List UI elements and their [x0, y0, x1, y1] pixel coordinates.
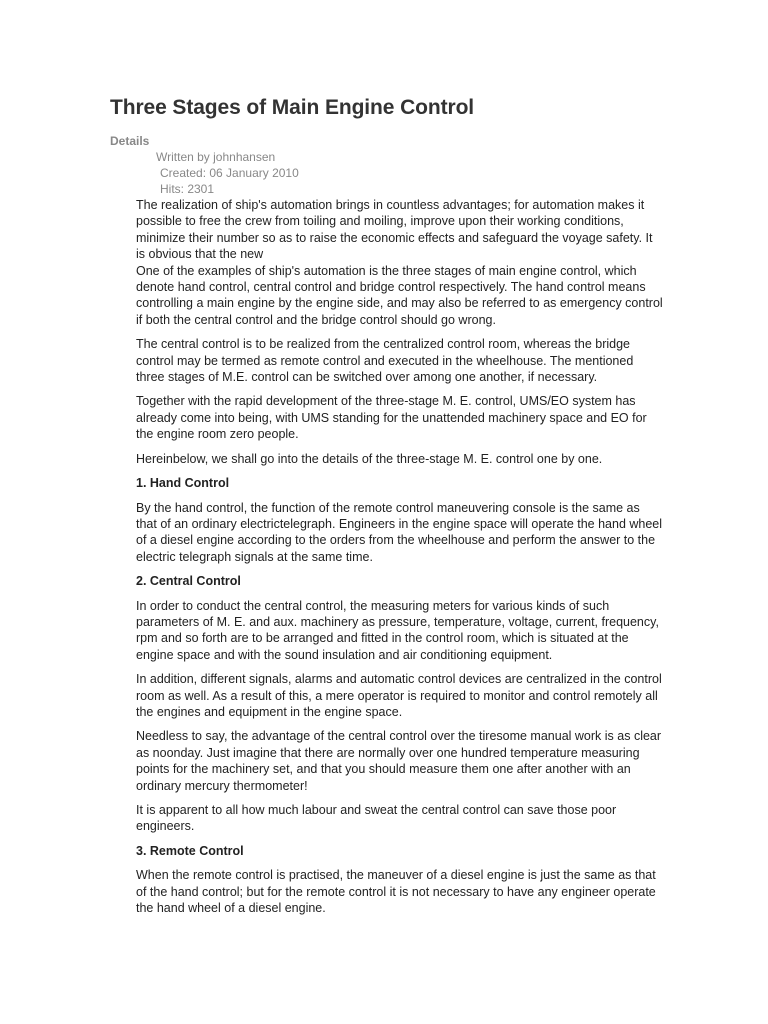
- central-control-paragraph-3: Needless to say, the advantage of the central control over the tiresome manual work is as clear as noonday. Just imagine that there are normally over one hundred temperature measuring points for the machinery set, and that you should measure them one after another with an ordinary mercury thermometer!: [136, 729, 662, 793]
- central-control-paragraph-4: It is apparent to all how much labour and sweat the central control can save those poor engineers.: [136, 803, 617, 834]
- intro-paragraph-1: The realization of ship's automation brings in countless advantages; for automation makes it possible to free the crew from toiling and moiling, improve upon their working conditions, minimize their number so as to raise the economic effects and safeguard the voyage safety. It is obvious that the new: [136, 198, 653, 262]
- section-heading-remote-control: 3. Remote Control: [136, 843, 244, 858]
- article-body: [136, 197, 664, 924]
- hits-count: Hits: 2301: [160, 182, 215, 196]
- section-heading-hand-control: 1. Hand Control: [136, 476, 230, 491]
- intro-paragraph-5: Hereinbelow, we shall go into the details of the three-stage M. E. control one by one.: [136, 451, 603, 466]
- intro-paragraph-4: Together with the rapid development of the three-stage M. E. control, UMS/EO system has already come into being, with UMS standing for the unattended machinery space and EO for the engine room zero people.: [136, 394, 647, 442]
- section-heading-central-control: 2. Central Control: [136, 574, 241, 589]
- author-line: Written by johnhansen: [156, 150, 276, 164]
- details-label: Details: [110, 134, 150, 148]
- article-title: Three Stages of Main Engine Control: [110, 96, 475, 119]
- intro-paragraph-2: One of the examples of ship's automation is the three stages of main engine control, which denote hand control, central control and bridge control respectively. The hand control means controlling a main engine by the engine side, and may also be referred to as emergency control if both the central control and the bridge control should go wrong.: [136, 263, 663, 327]
- hand-control-paragraph-1: By the hand control, the function of the remote control maneuvering console is the same as that of an ordinary electrictelegraph. Engineers in the engine space will operate the hand wheel of a diesel engine according to the orders from the wheelhouse and perform the answer to the electric telegraph signals at the same time.: [136, 500, 663, 564]
- created-date: Created: 06 January 2010: [160, 166, 299, 180]
- central-control-paragraph-2: In addition, different signals, alarms and automatic control devices are centralized in the control room as well. As a result of this, a mere operator is required to monitor and control remotely all the engines and equipment in the engine space.: [136, 672, 662, 719]
- central-control-paragraph-1: In order to conduct the central control, the measuring meters for various kinds of such parameters of M. E. and aux. machinery as pressure, temperature, voltage, current, frequency, rpm and so forth are to be arranged and fitted in the control room, which is situated at the engine space and with the sound insulation and air conditioning equipment.: [136, 598, 659, 662]
- remote-control-paragraph-1: When the remote control is practised, the maneuver of a diesel engine is just the same as that of the hand control; but for the remote control it is not necessary to have any engineer operate the hand wheel of a diesel engine.: [136, 868, 656, 916]
- intro-paragraph-3: The central control is to be realized from the centralized control room, whereas the bridge control may be termed as remote control and executed in the wheelhouse. The mentioned three stages of M.E. control can be switched over among one another, if necessary.: [136, 337, 634, 385]
